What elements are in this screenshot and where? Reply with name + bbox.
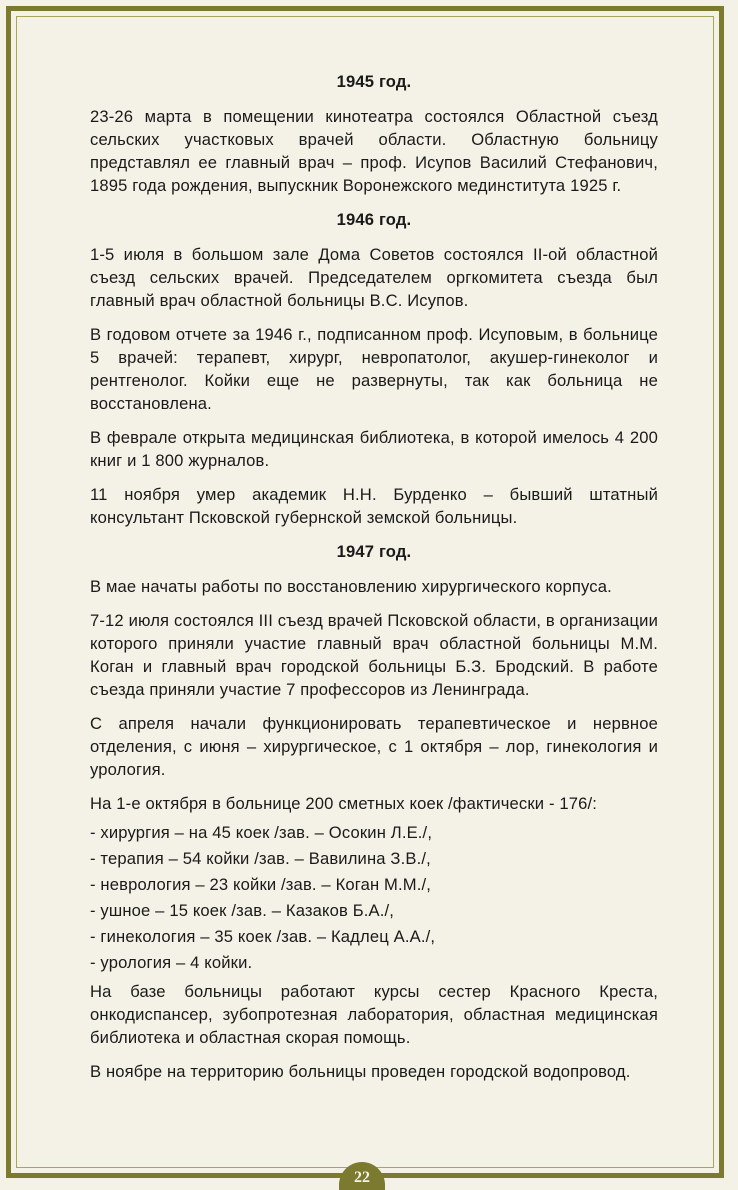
bed-list (90, 821, 658, 974)
page-content (90, 64, 658, 1094)
paragraph: В ноябре на территорию больницы проведен городской водопровод. (90, 1062, 631, 1081)
paragraph: На базе больницы работают курсы сестер Красного Креста, онкодиспансер, зубопротезная лаборатория, областная медицинская библиотека и областная скорая помощь. (90, 982, 658, 1047)
paragraph: С апреля начали функционировать терапевтическое и нервное отделения, с июня – хирургическое, с 1 октября – лор, гинекология и урология. (90, 714, 658, 779)
paragraph: В годовом отчете за 1946 г., подписанном проф. Исуповым, в больнице 5 врачей: терапевт, хирург, невропатолог, акушер-гинеколог и рентгенолог. Койки еще не развернуты, так как больница не восстановлена. (90, 325, 658, 413)
list-item: - урология – 4 койки. (90, 953, 253, 972)
paragraph: В мае начаты работы по восстановлению хирургического корпуса. (90, 577, 612, 596)
page-number: 22 (354, 1169, 370, 1186)
paragraph: В феврале открыта медицинская библиотека, в которой имелось 4 200 книг и 1 800 журналов. (90, 428, 658, 470)
year-heading-1945: 1945 год. (336, 72, 412, 91)
list-item: - хирургия – на 45 коек /зав. – Осокин Л.Е./, (90, 823, 433, 842)
list-item: - гинекология – 35 коек /зав. – Кадлец А.А./, (90, 927, 436, 946)
list-item: - ушное – 15 коек /зав. – Казаков Б.А./, (90, 901, 395, 920)
paragraph: 23-26 марта в помещении кинотеатра состоялся Областной съезд сельских участковых врачей области. Областную больницу представлял ее главный врач – проф. Исупов Василий Стефанович, 1895 года рождения, выпускник Воронежского мединститута 1925 г. (90, 107, 658, 195)
paragraph: На 1-е октября в больнице 200 сметных коек /фактически - 176/: (90, 794, 598, 813)
list-item: - терапия – 54 койки /зав. – Вавилина З.В./, (90, 849, 431, 868)
year-heading-1946: 1946 год. (336, 210, 412, 229)
list-item: - неврология – 23 койки /зав. – Коган М.М./, (90, 875, 432, 894)
paragraph: 1-5 июля в большом зале Дома Советов состоялся II-ой областной съезд сельских врачей. Председателем оргкомитета съезда был главный врач областной больницы В.С. Исупов. (90, 245, 658, 310)
paragraph: 11 ноября умер академик Н.Н. Бурденко – бывший штатный консультант Псковской губернской земской больницы. (90, 485, 658, 527)
paragraph: 7-12 июля состоялся III съезд врачей Псковской области, в организации которого приняли участие главный врач областной больницы М.М. Коган и главный врач городской больницы Б.З. Бродский. В работе съезда приняли участие 7 профессоров из Ленинграда. (90, 611, 658, 699)
year-heading-1947: 1947 год. (336, 542, 412, 561)
